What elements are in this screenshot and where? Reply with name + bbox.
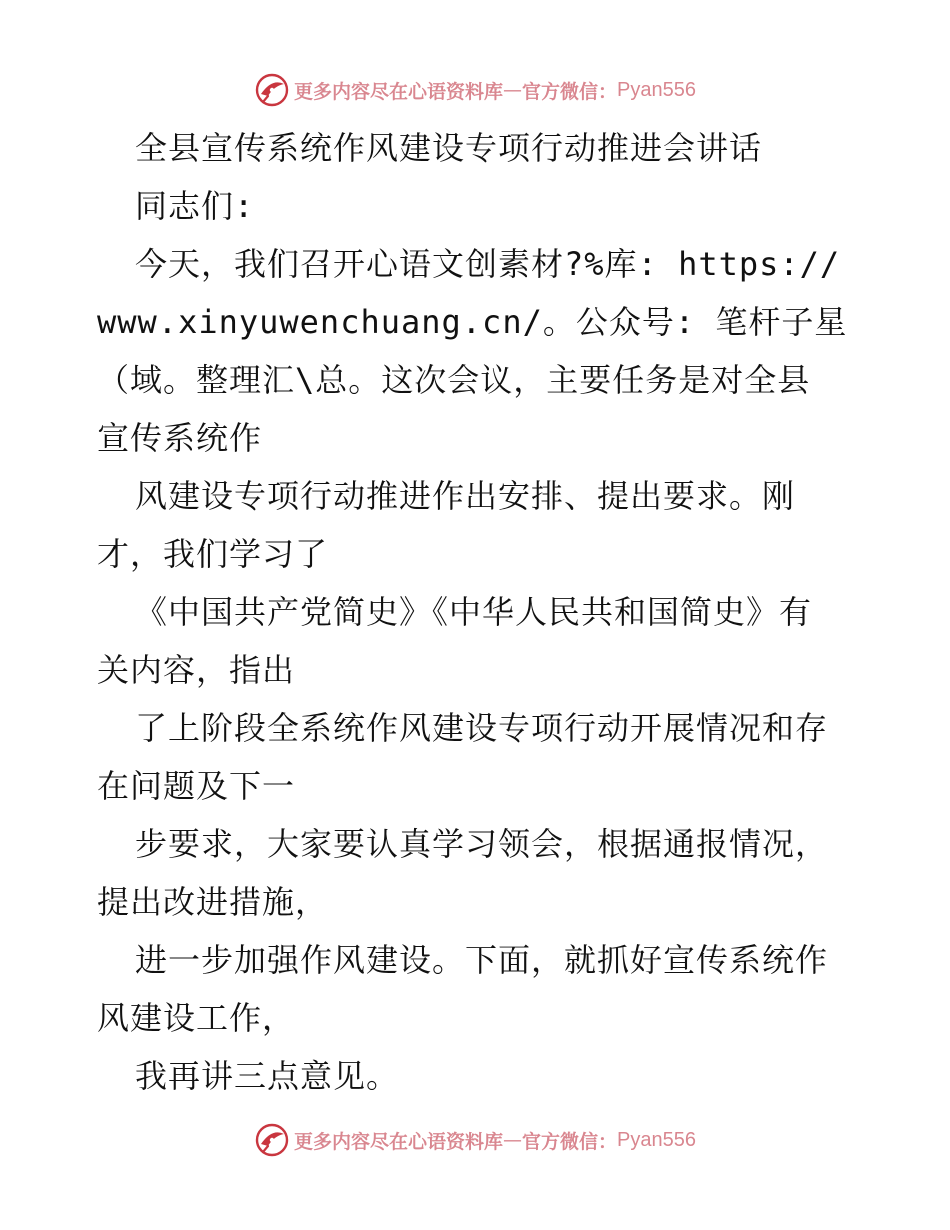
watermark-label: 官方微信：: [522, 1130, 618, 1153]
watermark-brand: 更多内容尽在心语资料库: [294, 80, 504, 103]
text-line: www.xinyuwenchuang.cn/。公众号: 笔杆子星: [97, 303, 848, 341]
watermark-account: Pyan556: [617, 1128, 696, 1151]
salutation: 同志们:: [135, 187, 255, 225]
text-line: 才，我们学习了: [97, 535, 329, 573]
text-line: 《中国共产党简史》《中华人民共和国简史》有: [135, 593, 813, 631]
watermark-brand: 更多内容尽在心语资料库: [294, 1130, 504, 1153]
text-line: 进一步加强作风建设。下面，就抓好宣传系统作: [135, 941, 829, 979]
text-line: 今天，我们召开心语文创素材?%库: https://: [135, 245, 841, 283]
document-title: 全县宣传系统作风建设专项行动推进会讲话: [135, 129, 763, 167]
watermark-separator: —: [503, 1129, 523, 1151]
quill-logo-icon: [254, 1122, 290, 1158]
text-line: 在问题及下一: [97, 767, 296, 805]
text-line: 宣传系统作: [97, 419, 263, 457]
text-line: 关内容，指出: [97, 651, 296, 689]
text-line: 了上阶段全系统作风建设专项行动开展情况和存: [135, 709, 829, 747]
text-line: 提出改进措施，: [97, 883, 329, 921]
text-line: 我再讲三点意见。: [135, 1057, 400, 1095]
watermark-separator: —: [503, 79, 523, 101]
text-line: 风建设专项行动推进作出安排、提出要求。刚: [135, 477, 796, 515]
footer-watermark: [0, 1118, 950, 1162]
watermark-label: 官方微信：: [522, 80, 618, 103]
watermark-account: Pyan556: [617, 78, 696, 101]
text-line: 风建设工作，: [97, 999, 296, 1037]
header-watermark: [0, 68, 950, 112]
quill-logo-icon: [254, 72, 290, 108]
text-line: 步要求，大家要认真学习领会，根据通报情况，: [135, 825, 829, 863]
text-line: （域。整理汇\总。这次会议，主要任务是对全县: [97, 361, 811, 399]
